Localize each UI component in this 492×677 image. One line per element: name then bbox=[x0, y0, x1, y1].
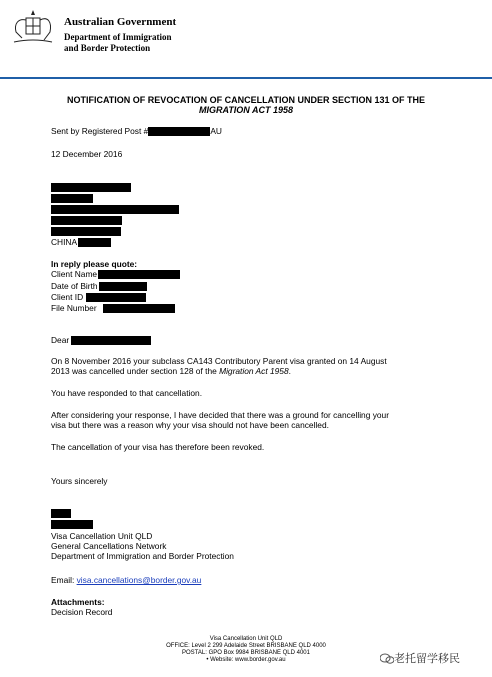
redacted-officer-name bbox=[51, 520, 93, 529]
coat-of-arms-icon bbox=[8, 8, 58, 46]
closing: Yours sincerely bbox=[51, 476, 108, 486]
paragraph-1-line2 bbox=[51, 366, 291, 376]
sent-by-prefix: Sent by Registered Post # bbox=[51, 126, 149, 136]
redacted-file-number bbox=[103, 304, 175, 313]
notice-title-line2: MIGRATION ACT 1958 bbox=[198, 105, 293, 115]
email-link[interactable]: visa.cancellations@border.gov.au bbox=[76, 575, 202, 585]
client-name-label: Client Name bbox=[51, 269, 98, 279]
redacted-address-line bbox=[51, 216, 122, 225]
redacted-client-name bbox=[98, 270, 180, 279]
salutation-text: Dear bbox=[51, 335, 70, 345]
email-label: Email: bbox=[51, 575, 77, 585]
sent-by-line bbox=[51, 126, 222, 136]
salutation bbox=[51, 335, 151, 345]
footer-office: OFFICE: Level 2 299 Adelaide Street BRISBANE QLD 4000 bbox=[166, 643, 326, 649]
redacted-date-of-birth bbox=[99, 282, 147, 291]
file-number-label: File Number bbox=[51, 303, 97, 313]
department-name-line1: Department of Immigration bbox=[64, 32, 172, 42]
reply-client-id bbox=[51, 292, 146, 302]
redacted-recipient-name bbox=[71, 336, 151, 345]
government-title: Australian Government bbox=[64, 16, 177, 28]
redacted-address-line bbox=[51, 205, 179, 214]
redacted-client-id bbox=[86, 293, 146, 302]
client-id-label: Client ID bbox=[51, 292, 84, 302]
redacted-tracking-number bbox=[148, 127, 210, 136]
sent-by-suffix: AU bbox=[210, 126, 222, 136]
paragraph-2: You have responded to that cancellation. bbox=[51, 388, 203, 398]
notice-title-line1: NOTIFICATION OF REVOCATION OF CANCELLATION UNDER SECTION 131 OF THE bbox=[66, 95, 425, 105]
paragraph-4: The cancellation of your visa has therefore been revoked. bbox=[51, 442, 265, 452]
header-divider bbox=[0, 77, 492, 79]
paragraph-3-line2: visa but there was a reason why your visa should not have been cancelled. bbox=[51, 420, 329, 430]
watermark-text: 老托留学移民 bbox=[394, 652, 460, 665]
paragraph-1-line1: On 8 November 2016 your subclass CA143 Contributory Parent visa granted on 14 August bbox=[51, 356, 387, 366]
attachments-heading: Attachments: bbox=[51, 597, 105, 607]
redacted-address-line bbox=[51, 183, 131, 192]
redacted-postcode bbox=[78, 238, 111, 247]
address-country: CHINA bbox=[51, 237, 78, 247]
address-country-line bbox=[51, 237, 111, 247]
email-line bbox=[51, 575, 201, 585]
attachment-item: Decision Record bbox=[51, 607, 113, 617]
paragraph-1-end: . bbox=[288, 366, 291, 376]
signature-unit: Visa Cancellation Unit QLD bbox=[51, 531, 153, 541]
watermark bbox=[380, 650, 460, 666]
paragraph-3-line1: After considering your response, I have decided that there was a ground for cancelling your bbox=[51, 410, 389, 420]
act-reference: Migration Act 1958 bbox=[219, 366, 289, 376]
signature-department: Department of Immigration and Border Protection bbox=[51, 551, 234, 561]
paragraph-1-text: 2013 was cancelled under section 128 of the bbox=[51, 366, 220, 376]
redacted-address-line bbox=[51, 227, 121, 236]
department-name-line2: and Border Protection bbox=[64, 43, 151, 53]
signature-network: General Cancellations Network bbox=[51, 541, 167, 551]
chat-bubble-icon bbox=[380, 653, 394, 665]
letter-date: 12 December 2016 bbox=[51, 149, 123, 159]
footer-unit: Visa Cancellation Unit QLD bbox=[209, 636, 283, 642]
footer-website: • Website: www.border.gov.au bbox=[206, 657, 286, 663]
redacted-address-line bbox=[51, 194, 93, 203]
reply-file-number bbox=[51, 303, 175, 313]
reply-client-name bbox=[51, 269, 180, 279]
date-of-birth-label: Date of Birth bbox=[51, 281, 98, 291]
reply-heading: In reply please quote: bbox=[51, 259, 138, 269]
footer-postal: POSTAL: GPO Box 9984 BRISBANE QLD 4001 bbox=[182, 650, 310, 656]
reply-date-of-birth bbox=[51, 281, 147, 291]
redacted-signature bbox=[51, 509, 71, 518]
